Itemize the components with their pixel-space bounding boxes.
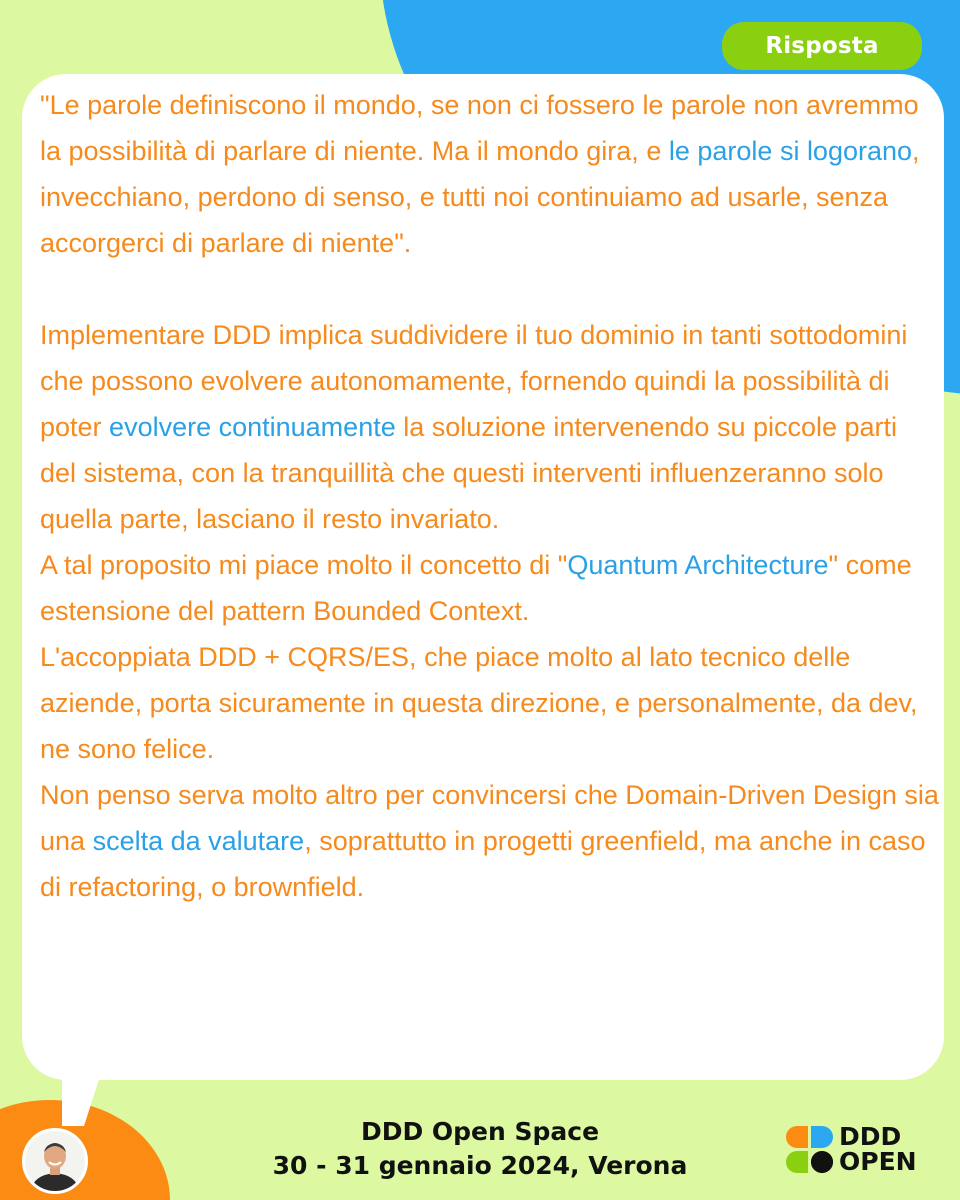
- paragraph-ddd: Implementare DDD implica suddividere il tuo dominio in tanti sottodomini che possono evolvere autonomamente, fornendo quindi la possibilità di poter evolvere continuamente la soluzione intervenendo su piccole parti del sistema, con la tranquillità che questi interventi influenzeranno solo quella parte, lasciano il resto invariato.: [40, 320, 908, 534]
- paragraph-conclusion: Non penso serva molto altro per convincersi che Domain-Driven Design sia una scelta da valutare, soprattutto in progetti greenfield, ma anche in caso di refactoring, o brownfield.: [40, 780, 939, 902]
- event-name: DDD Open Space: [360, 1117, 600, 1146]
- logo-mark-icon: [786, 1126, 833, 1173]
- ddd-open-logo: [786, 1124, 917, 1174]
- logo-green-shape: [786, 1151, 808, 1173]
- logo-orange-shape: [786, 1126, 808, 1148]
- paragraph-cqrs: L'accoppiata DDD + CQRS/ES, che piace molto al lato tecnico delle aziende, porta sicuramente in questa direzione, e personalmente, da dev, ne sono felice.: [40, 642, 918, 764]
- logo-wordmark: DDD OPEN: [839, 1122, 917, 1176]
- paragraph-quote: "Le parole definiscono il mondo, se non ci fossero le parole non avremmo la possibilità di parlare di niente. Ma il mondo gira, e le parole si logorano, invecchiano, perdono di senso, e tutti noi continuiamo ad usarle, senza accorgerci di parlare di niente".: [40, 90, 920, 258]
- highlight-scelta-da-valutare: scelta da valutare: [92, 826, 305, 856]
- paragraph-quantum: A tal proposito mi piace molto il concetto di "Quantum Architecture" come estensione del pattern Bounded Context.: [40, 550, 912, 626]
- event-date: 30 - 31 gennaio 2024, Verona: [272, 1151, 688, 1180]
- logo-blue-shape: [811, 1126, 833, 1148]
- event-footer: [200, 1115, 760, 1183]
- logo-black-circle: [811, 1151, 833, 1173]
- highlight-quantum-architecture: Quantum Architecture: [567, 550, 829, 580]
- highlight-le-parole: le parole: [668, 136, 773, 166]
- answer-badge: [722, 22, 922, 70]
- speech-bubble-tail: [62, 1070, 102, 1126]
- highlight-si-logorano: si logorano: [779, 136, 913, 166]
- speaker-photo-icon: [25, 1131, 85, 1191]
- answer-badge-label: Risposta: [765, 33, 879, 59]
- highlight-evolvere-continuamente: evolvere continuamente: [109, 412, 396, 442]
- answer-text: [40, 82, 940, 910]
- speaker-avatar: [22, 1128, 88, 1194]
- paragraph-gap: [40, 266, 940, 312]
